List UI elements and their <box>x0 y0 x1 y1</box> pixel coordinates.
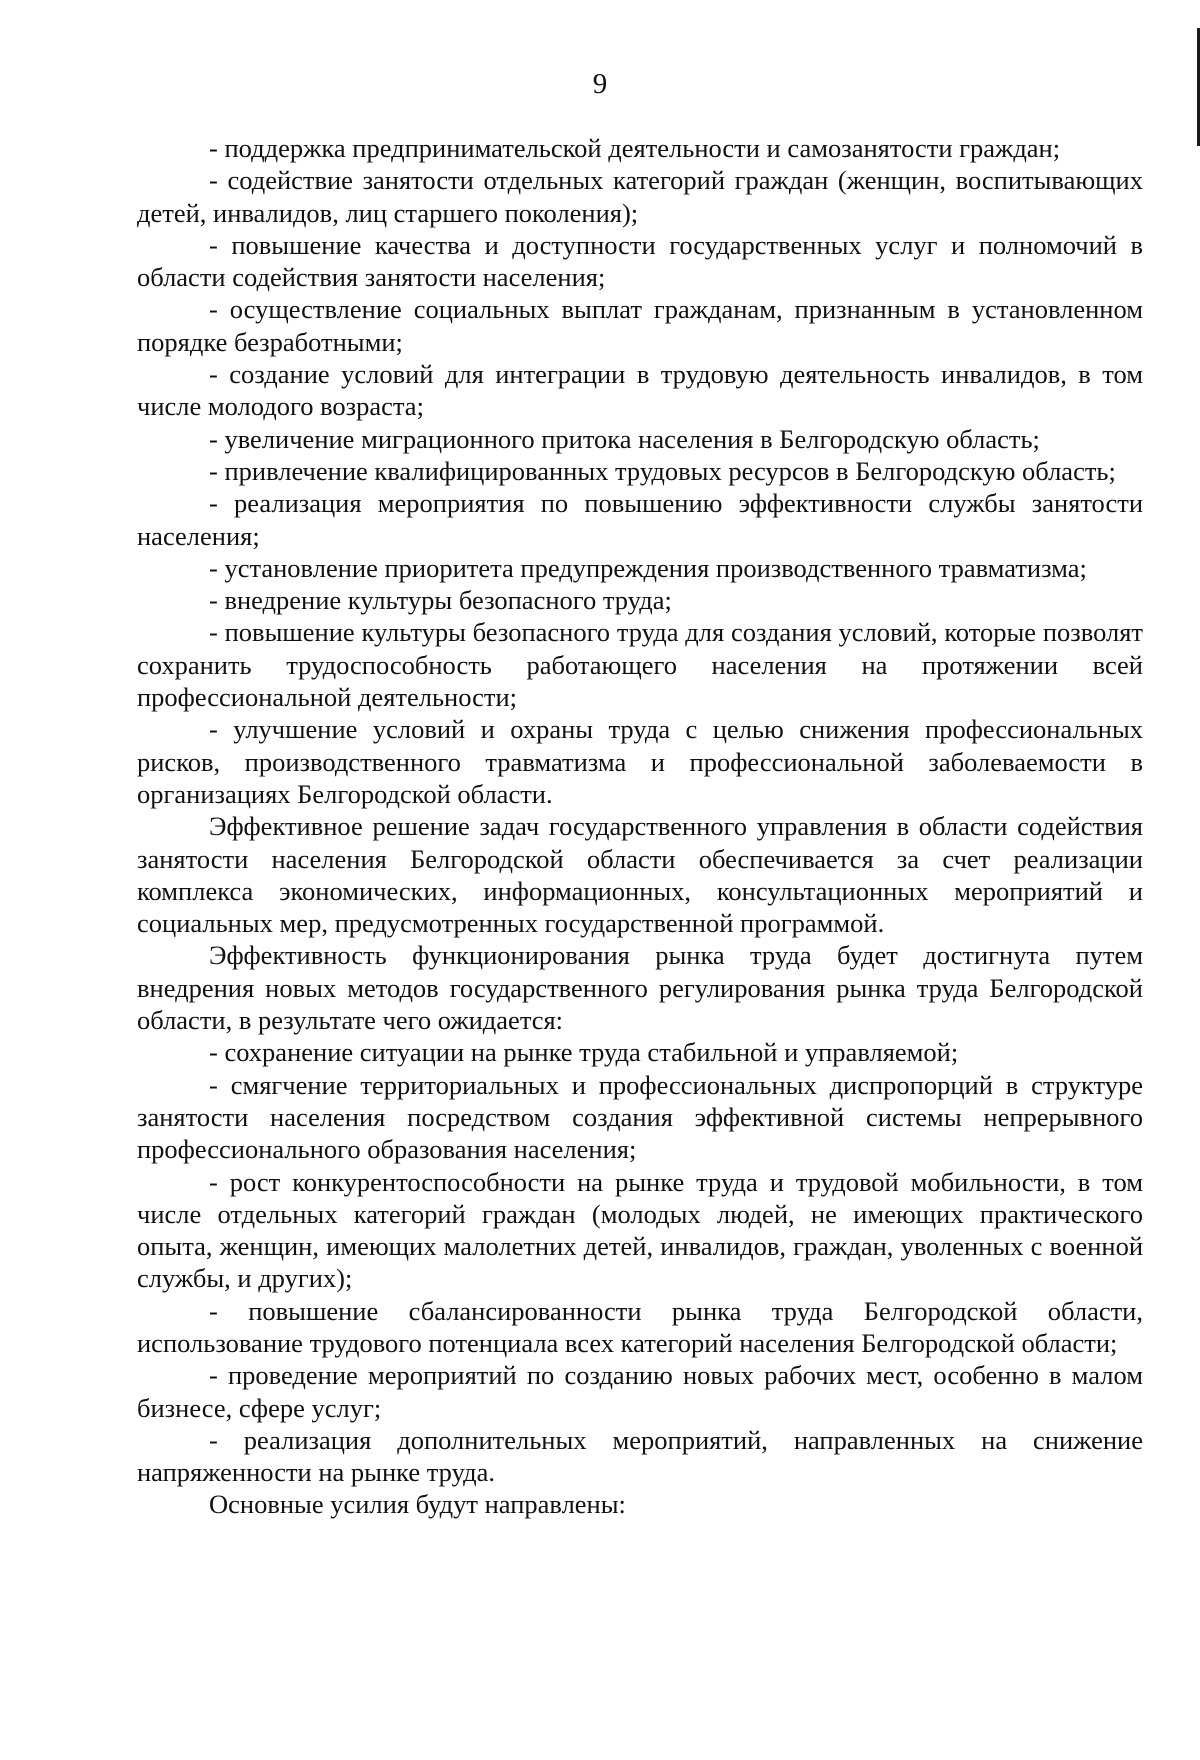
paragraph: - повышение культуры безопасного труда для создания условий, которые позволят сохранить трудоспособность работающего населения на протяжении всей профессиональной деятельности; <box>137 617 1143 713</box>
paragraph: - реализация мероприятия по повышению эффективности службы занятости населения; <box>137 488 1143 551</box>
paragraph: - создание условий для интеграции в трудовую деятельность инвалидов, в том числе молодого возраста; <box>137 359 1143 422</box>
paragraph: - установление приоритета предупреждения производственного травматизма; <box>209 552 1087 583</box>
paragraph: - содействие занятости отдельных категорий граждан (женщин, воспитывающих детей, инвалидов, лиц старшего поколения); <box>137 165 1143 228</box>
paragraph: - увеличение миграционного притока населения в Белгородскую область; <box>209 423 1040 454</box>
paragraph: Основные усилия будут направлены: <box>209 1489 626 1520</box>
paragraph: - повышение сбалансированности рынка труда Белгородской области, использование трудового потенциала всех категорий населения Белгородской области; <box>137 1295 1143 1358</box>
paragraph: - внедрение культуры безопасного труда; <box>209 585 672 616</box>
paragraph: Эффективное решение задач государственного управления в области содействия занятости населения Белгородской области обеспечивается за счет реализации комплекса экономических, информационных, консультационных мероприятий и социальных мер, предусмотренных государственной программой. <box>137 811 1143 939</box>
paragraph: - реализация дополнительных мероприятий, направленных на снижение напряженности на рынке труда. <box>137 1424 1143 1488</box>
paragraph: - проведение мероприятий по созданию новых рабочих мест, особенно в малом бизнесе, сфере услуг; <box>137 1360 1143 1423</box>
paragraph: - рост конкурентоспособности на рынке труда и трудовой мобильности, в том числе отдельных категорий граждан (молодых людей, не имеющих практического опыта, женщин, имеющих малолетних детей, инвалидов, граждан, уволенных с военной службы, и других); <box>137 1166 1143 1294</box>
paragraph: - поддержка предпринимательской деятельности и самозанятости граждан; <box>209 133 1061 163</box>
body-text <box>137 132 1143 1521</box>
page-number: 9 <box>592 68 608 100</box>
paragraph: - улучшение условий и охраны труда с целью снижения профессиональных рисков, производственного травматизма и профессиональной заболеваемости в организациях Белгородской области. <box>137 714 1143 809</box>
paragraph: - повышение качества и доступности государственных услуг и полномочий в области содействия занятости населения; <box>137 229 1143 293</box>
paragraph: - смягчение территориальных и профессиональных диспропорций в структуре занятости населения посредством создания эффективной системы непрерывного профессионального образования населения; <box>137 1069 1143 1165</box>
paragraph: - осуществление социальных выплат гражданам, признанным в установленном порядке безработными; <box>137 294 1143 357</box>
paragraph: Эффективность функционирования рынка труда будет достигнута путем внедрения новых методов государственного регулирования рынка труда Белгородской области, в результате чего ожидается: <box>137 940 1143 1036</box>
paragraph: - сохранение ситуации на рынке труда стабильной и управляемой; <box>209 1037 959 1068</box>
paragraph: - привлечение квалифицированных трудовых ресурсов в Белгородскую область; <box>209 455 1116 486</box>
